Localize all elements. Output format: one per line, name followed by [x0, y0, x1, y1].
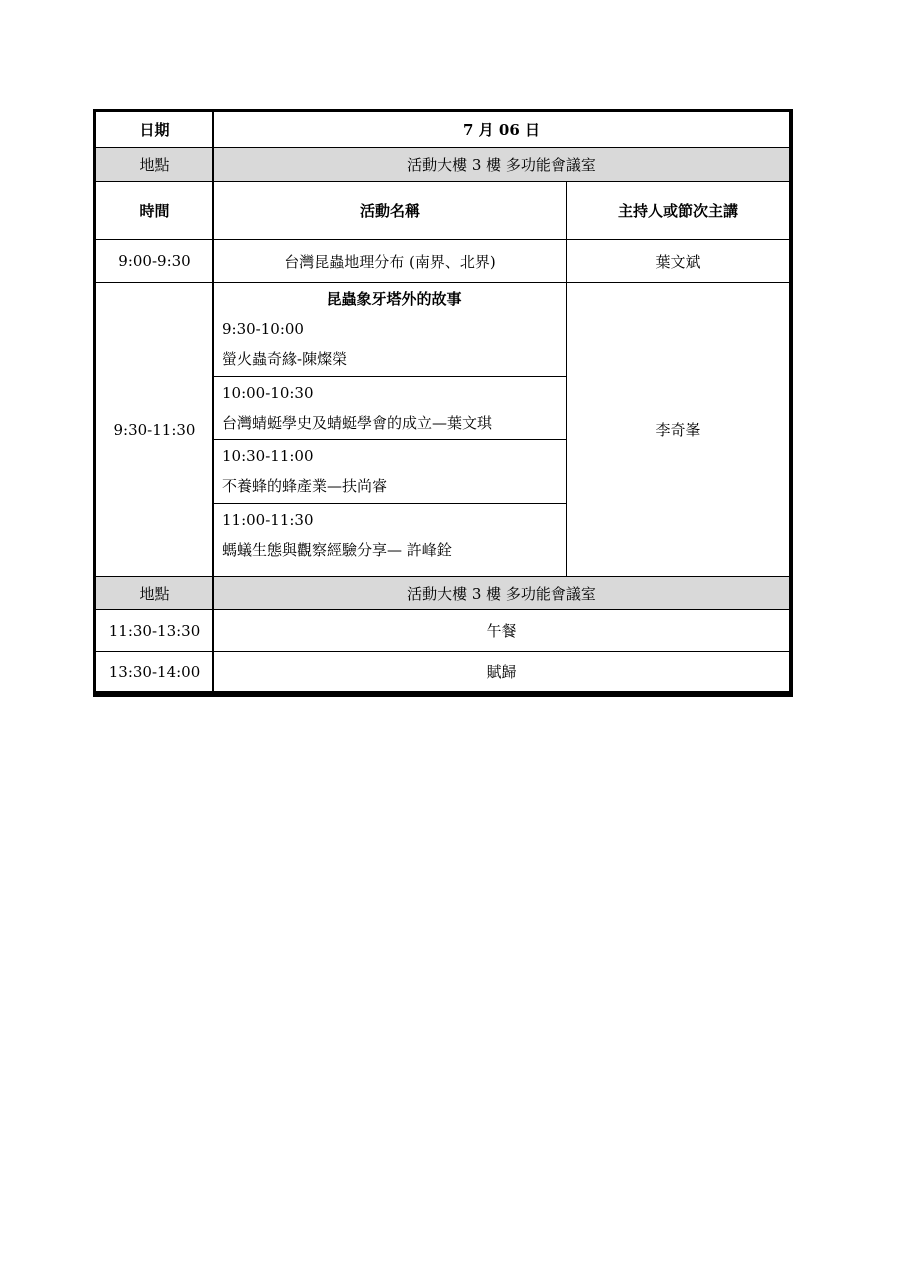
session-block	[214, 284, 566, 374]
talk-3-title: 不養蜂的蜂產業—扶尚睿	[222, 477, 388, 495]
talk-1-title: 螢火蟲奇緣-陳燦榮	[222, 350, 348, 368]
row-2-time: 9:30-11:30	[113, 420, 196, 439]
date-value: 7 月 06 日	[463, 121, 540, 139]
location-value-2: 活動大樓 3 樓 多功能會議室	[407, 584, 596, 603]
row-2-host: 李奇峯	[655, 421, 701, 439]
location-label-2: 地點	[139, 584, 170, 603]
rule	[213, 376, 566, 377]
talk-3-time: 10:30-11:00	[222, 447, 314, 465]
row-1-time: 9:00-9:30	[118, 252, 191, 270]
location-label: 地點	[139, 155, 170, 174]
column-header-host: 主持人或節次主講	[617, 202, 738, 220]
talk-4	[214, 505, 566, 565]
row-4-activity: 賦歸	[486, 663, 517, 681]
schedule-table	[93, 109, 793, 697]
rule	[96, 691, 789, 693]
talk-2	[214, 378, 566, 438]
date-label: 日期	[139, 121, 170, 139]
row-3-time: 11:30-13:30	[108, 621, 201, 640]
talk-3	[214, 441, 566, 501]
rule	[213, 439, 566, 440]
talk-2-title: 台灣蜻蜓學史及蜻蜓學會的成立—葉文琪	[222, 414, 493, 432]
row-3-activity: 午餐	[486, 622, 517, 640]
talk-4-title: 螞蟻生態與觀察經驗分享— 許峰銓	[222, 541, 452, 559]
rule	[213, 503, 566, 504]
talk-4-time: 11:00-11:30	[222, 511, 314, 529]
talk-1-time: 9:30-10:00	[222, 320, 304, 338]
row-1-activity: 台灣昆蟲地理分布 (南界、北界)	[284, 252, 496, 271]
column-header-activity: 活動名稱	[359, 202, 420, 220]
location-value: 活動大樓 3 樓 多功能會議室	[407, 155, 596, 174]
session-title: 昆蟲象牙塔外的故事	[326, 290, 462, 308]
row-4-time: 13:30-14:00	[108, 662, 201, 681]
column-header-time: 時間	[139, 202, 170, 220]
talk-2-time: 10:00-10:30	[222, 384, 314, 402]
row-1-host: 葉文斌	[655, 252, 701, 271]
